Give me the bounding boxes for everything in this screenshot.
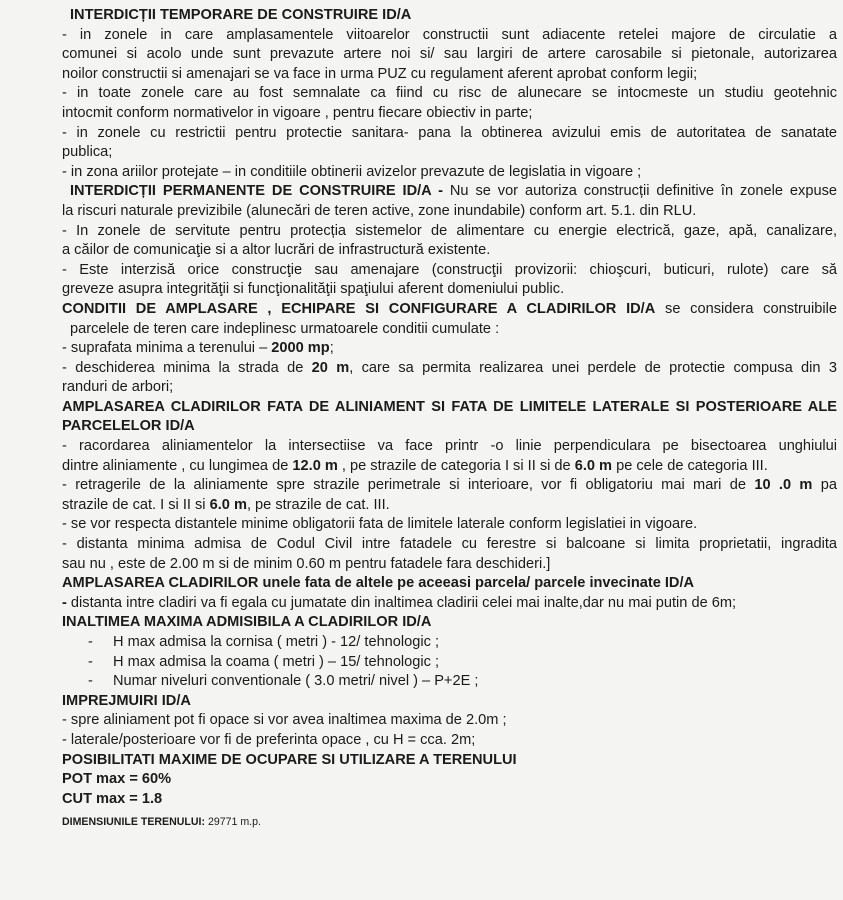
text-fragment: pe cele de categoria III. — [612, 457, 768, 474]
heading-fences: IMPREJMUIRI ID/A — [62, 692, 191, 709]
text-line: sau nu , este de 2.00 m si de minim 0.60 m pentru fatadele fara deschideri.] — [62, 555, 551, 572]
text-fragment: distanta intre cladiri va fi egala cu jumatate din inaltimea cladirii celei mai inalte,dar nu mai putin de 6m; — [70, 594, 737, 611]
text-line: comunei si acolo unde sunt prevazute artere noi si/ sau largiri de artere carosabile si pietonale, autorizarea — [62, 46, 837, 63]
length-value: 12.0 m — [292, 457, 338, 474]
cut-value: CUT max = 1.8 — [62, 790, 163, 807]
list-item-text: Numar niveluri conventionale ( 3.0 metri/ nivel ) – P+2E ; — [113, 673, 479, 690]
text-line — [62, 496, 837, 516]
heading-land-use: POSIBILITATI MAXIME DE OCUPARE SI UTILIZARE A TERENULUI — [62, 751, 517, 768]
text-line: - spre aliniament pot fi opace si vor avea inaltimea maxima de 2.0m ; — [62, 712, 507, 729]
text-fragment: - — [62, 594, 71, 611]
bullet-dash: - — [88, 653, 93, 670]
heading-alignment-placement-cont: PARCELELOR ID/A — [62, 418, 195, 435]
text-line — [62, 457, 837, 477]
text-line: noilor constructii si amenajari se va face in urma PUZ cu regulament aferent aprobat conform legii; — [62, 65, 698, 82]
text-fragment: strazile de cat. I si II si — [62, 496, 210, 513]
list-item-text: H max admisa la coama ( metri ) – 15/ tehnologic ; — [113, 653, 440, 670]
text-fragment: Nu se vor autoriza construcții definitive în zonele expuse — [442, 183, 837, 200]
text-fragment: dintre aliniamente , cu lungimea de — [62, 457, 293, 474]
text-line: - Este interzisă orice construcţie sau amenajare (construcţii provizorii: chioşcuri, buticuri, rulote) care să — [62, 261, 837, 278]
list-item — [62, 633, 837, 653]
heading-max-height: INALTIMEA MAXIMA ADMISIBILA A CLADIRILOR ID/A — [62, 614, 432, 631]
text-line: - in zona ariilor protejate – in conditiile obtinerii avizelor prevazute de legislatia in vigoare ; — [62, 163, 642, 180]
text-fragment: ; — [329, 340, 334, 357]
text-line — [62, 300, 837, 320]
text-line — [62, 359, 837, 379]
text-line — [62, 476, 837, 496]
min-area-value: 2000 mp — [271, 340, 330, 357]
land-dimensions — [62, 813, 837, 833]
list-item — [62, 672, 837, 692]
text-fragment: - deschiderea minima la strada de — [62, 359, 312, 376]
text-line: - in zonele in care amplasamentele viitoarelor constructii sunt adiacente retelei majore de circulatie a — [62, 26, 837, 43]
pot-value: POT max = 60% — [62, 771, 172, 788]
heading-alignment-placement: AMPLASAREA CLADIRILOR FATA DE ALINIAMENT SI FATA DE LIMITELE LATERALE SI POSTERIOARE ALE — [62, 398, 837, 415]
land-dimensions-value: 29771 m.p. — [205, 816, 261, 829]
text-fragment: pa — [812, 477, 837, 494]
heading-placement-conditions: CONDITII DE AMPLASARE , ECHIPARE SI CONFIGURARE A CLADIRILOR ID/A — [62, 300, 656, 317]
heading-temporary-ban: INTERDICȚII TEMPORARE DE CONSTRUIRE ID/A — [70, 7, 412, 23]
bullet-dash: - — [88, 673, 93, 690]
setback-value: 6.0 m — [209, 496, 247, 513]
min-frontage-value: 20 m — [311, 359, 350, 376]
text-line: - in toate zonele care au fost semnalate ca fiind cu risc de alunecare se intocmeste un studiu geotehnic — [62, 85, 837, 102]
text-line: intocmit conform normativelor in vigoare , pentru fiecare obiectiv in parte; — [62, 104, 533, 121]
land-dimensions-label: DIMENSIUNILE TERENULUI: — [62, 816, 206, 829]
text-line: a căilor de comunicaţie si a altor lucrări de infrastructură existente. — [62, 242, 491, 259]
text-line: - se vor respecta distantele minime obligatorii fata de limitele laterale conform legislatiei in vigoare. — [62, 516, 698, 533]
text-line: la riscuri naturale previzibile (alunecări de teren active, zone inundabile) conform art. 5.1. din RLU. — [62, 202, 697, 219]
heading-permanent-ban: INTERDICȚII PERMANENTE DE CONSTRUIRE ID/A - — [70, 183, 443, 200]
text-line: publica; — [62, 144, 113, 161]
text-fragment: , pe strazile de categoria I si II si de — [337, 457, 575, 474]
heading-buildings-relative: AMPLASAREA CLADIRILOR unele fata de altele pe aceeasi parcela/ parcele invecinate ID/A — [62, 575, 695, 592]
text-fragment: , pe strazile de cat. III. — [246, 496, 390, 513]
text-line: - distanta minima admisa de Codul Civil intre fatadele cu ferestre si balcoane si limita proprietatii, ingradita — [62, 536, 837, 553]
text-line — [62, 339, 837, 359]
text-line: - laterale/posterioare vor fi de preferinta opace , cu H = cca. 2m; — [62, 731, 476, 748]
length-value: 6.0 m — [574, 457, 613, 474]
list-item-text: H max admisa la cornisa ( metri ) - 12/ tehnologic ; — [113, 634, 440, 650]
text-fragment: se considera construibile — [655, 300, 837, 317]
text-fragment: - suprafata minima a terenului – — [62, 340, 272, 357]
text-line — [62, 594, 837, 614]
bullet-dash: - — [88, 634, 93, 650]
setback-value: 10 .0 m — [754, 477, 813, 494]
text-line: - in zonele cu restrictii pentru protectie sanitara- pana la obtinerea avizului emis de autoritatea de sanatate — [62, 124, 837, 141]
text-line: - racordarea aliniamentelor la intersectiise va face printr -o linie perpendiculara pe bisectoarea unghiului — [62, 438, 837, 455]
text-fragment: , care sa permita realizarea unei perdele de protectie compusa din 3 — [349, 359, 837, 376]
text-fragment: - retragerile de la aliniamente spre strazile perimetrale si interioare, vor fi obligatoriu mai mari de — [62, 477, 755, 494]
text-line: parcelele de teren care indeplinesc urmatoarele conditii cumulate : — [70, 320, 500, 337]
list-item — [62, 653, 837, 673]
text-line: - In zonele de servitute pentru protecția sistemelor de alimentare cu energie electrică, gaze, apă, canalizare, — [62, 222, 837, 239]
text-line: randuri de arbori; — [62, 379, 174, 396]
text-line — [62, 182, 837, 202]
text-line: greveze asupra integrităţii si funcţionalităţii spaţiului aferent domeniului public. — [62, 281, 565, 298]
